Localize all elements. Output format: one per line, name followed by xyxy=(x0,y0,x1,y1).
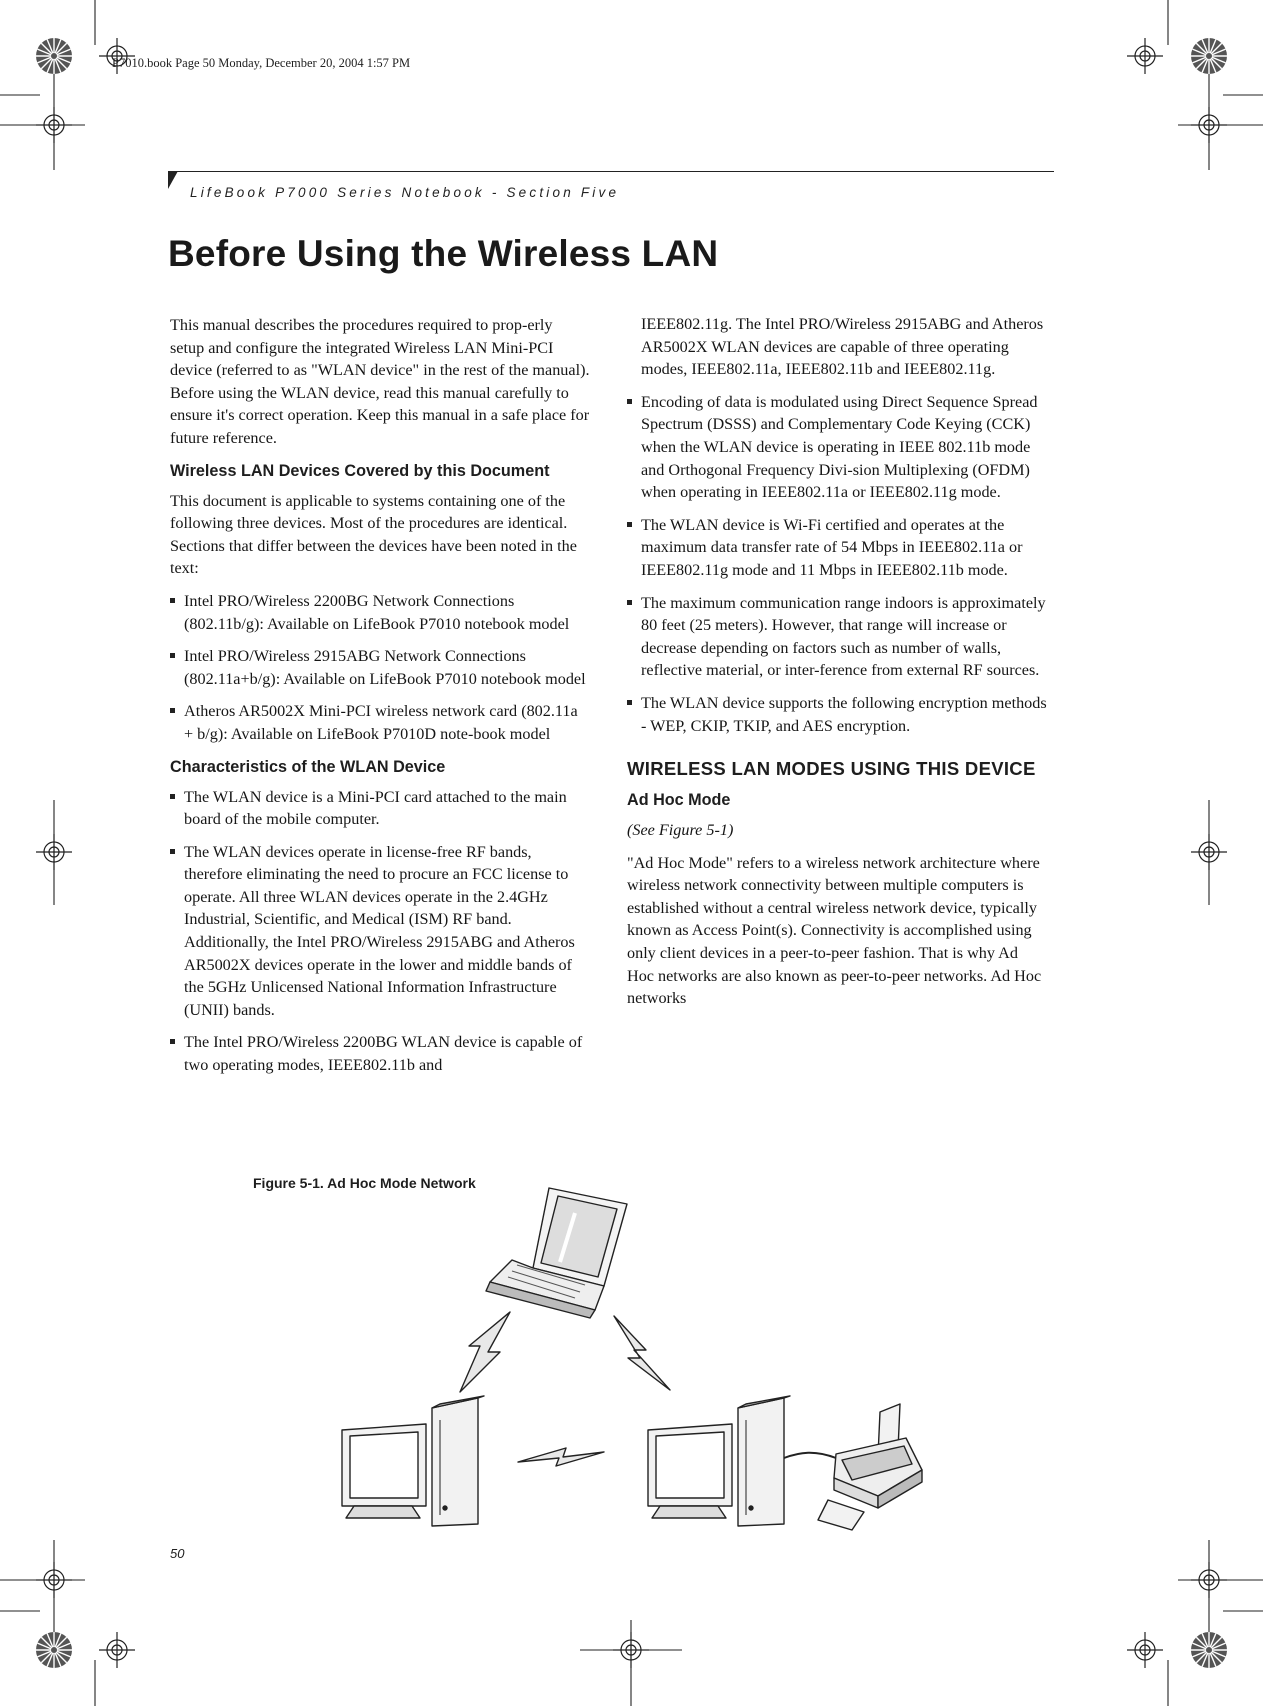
list-item: The maximum communication range indoors is approximately 80 feet (25 meters). However, that range will increase or decrease depending on factors such as number of walls, reflective material, or inter-ference from external RF sources. xyxy=(627,592,1047,682)
page-number: 50 xyxy=(170,1546,185,1561)
figure-caption: Figure 5-1. Ad Hoc Mode Network xyxy=(253,1175,476,1191)
page-title: Before Using the Wireless LAN xyxy=(168,233,719,274)
list-item: The WLAN devices operate in license-free RF bands, therefore eliminating the need to procure an FCC license to operate. All three WLAN devices operate in the 2.4GHz Industrial, Scientific, and Medical (ISM) RF band. Additionally, the Intel PRO/Wireless 2915ABG and Atheros AR5002X devices operate in the lower and middle bands of the 5GHz Unlicensed National Information Infrastructure (UNII) bands. xyxy=(170,841,590,1022)
laptop-icon xyxy=(486,1188,627,1318)
list-item: The WLAN device supports the following encryption methods - WEP, CKIP, TKIP, and AES encryption. xyxy=(627,692,1047,737)
devices-intro: This document is applicable to systems containing one of the following three devices. Most of the procedures are identical. Sections that differ between the devices have been noted in the text: xyxy=(170,491,577,578)
adhoc-heading: Ad Hoc Mode xyxy=(627,791,731,810)
list-item: The WLAN device is a Mini-PCI card attached to the main board of the mobile computer. xyxy=(170,786,590,831)
adhoc-paragraph: "Ad Hoc Mode" refers to a wireless network architecture where wireless network connectivity between multiple computers is established without a central wireless network device, typically known as Access Point(s). Connectivity is accomplished using only client devices in a peer-to-peer fashion. That is why Ad Hoc networks are also known as peer-to-peer networks. Ad Hoc networks xyxy=(627,853,1042,1008)
list-item: The WLAN device is Wi-Fi certified and operates at the maximum data transfer rate of 54 Mbps in IEEE802.11a or IEEE802.11g mode and 11 Mbps in IEEE802.11b mode. xyxy=(627,514,1047,582)
wireless-bolt-icon xyxy=(460,1312,670,1466)
list-item: The Intel PRO/Wireless 2200BG WLAN device is capable of two operating modes, IEEE802.11b and xyxy=(170,1031,590,1076)
list-item: Intel PRO/Wireless 2200BG Network Connections (802.11b/g): Available on LifeBook P7010 notebook model xyxy=(170,590,590,635)
running-head: LifeBook P7000 Series Notebook - Section Five xyxy=(190,185,620,200)
desktop-computer-icon xyxy=(342,1396,484,1526)
desktop-computer-icon xyxy=(648,1396,790,1526)
print-slug: P7010.book Page 50 Monday, December 20, 2004 1:57 PM xyxy=(112,56,411,70)
devices-heading: Wireless LAN Devices Covered by this Document xyxy=(170,461,550,480)
intro-paragraph: This manual describes the procedures required to prop-erly setup and configure the integrated Wireless LAN Mini-PCI device (referred to as "WLAN device" in the rest of the manual). Before using the WLAN device, read this manual carefully to ensure it's correct operation. Keep this manual in a safe place for future reference. xyxy=(170,316,590,447)
list-item: Intel PRO/Wireless 2915ABG Network Connections (802.11a+b/g): Available on LifeBook P7010 notebook model xyxy=(170,645,590,690)
list-item: Atheros AR5002X Mini-PCI wireless network card (802.11a + b/g): Available on LifeBook P7010D note-book model xyxy=(170,700,590,745)
continued-list-item: IEEE802.11g. The Intel PRO/Wireless 2915ABG and Atheros AR5002X WLAN devices are capable of three operating modes, IEEE802.11a, IEEE802.11b and IEEE802.11g. xyxy=(641,315,1044,379)
modes-heading: WIRELESS LAN MODES USING THIS DEVICE xyxy=(627,758,1036,780)
figure-reference: (See Figure 5-1) xyxy=(627,821,734,840)
printer-icon xyxy=(818,1404,922,1530)
characteristics-heading: Characteristics of the WLAN Device xyxy=(170,757,446,776)
list-item: Encoding of data is modulated using Direct Sequence Spread Spectrum (DSSS) and Complementary Code Keying (CCK) when the WLAN device is operating in IEEE 802.11b mode and Orthogonal Frequency Divi-sion Multiplexing (OFDM) when operating in IEEE802.11a or IEEE802.11g mode. xyxy=(627,391,1047,504)
